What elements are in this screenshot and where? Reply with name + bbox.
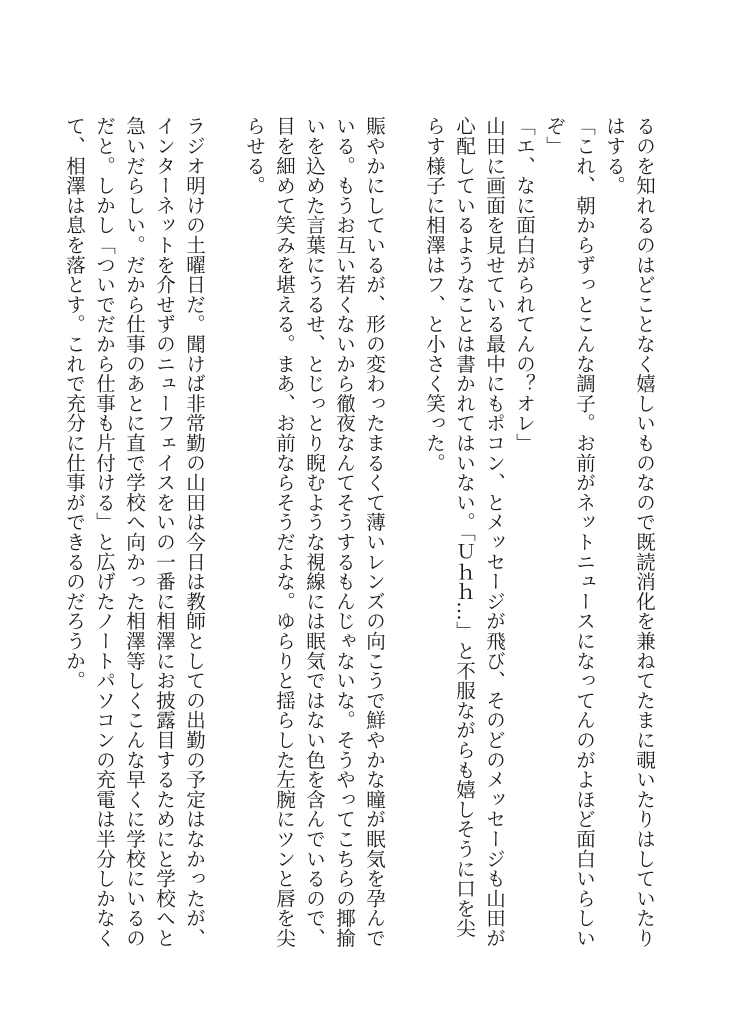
- paragraph-break: [389, 116, 419, 956]
- paragraph-4: 山田に画面を見せている最中にもポコン、とメッセージが飛び、そのどのメッセージも山田が心配しているようなことは書かれてはいない。「Ｕｈｈ…」と不服ながらも嬉しそうに口を尖らす様子に相澤はフ、と小さく笑った。: [423, 116, 506, 948]
- paragraph-1: るのを知れるのはどことなく嬉しいものなので既読消化を兼ねてたまに覗いたりはしていたりはする。: [603, 116, 656, 948]
- paragraph-break: [209, 116, 239, 956]
- paragraph-5: 賑やかにしているが、形の変わったまるくて薄いレンズの向こうで鮮やかな瞳が眠気を孕んでいる。もうお互い若くないから徹夜なんてそうするもんじゃないな。そうやってこちらの揶揄いを込めた言葉にうるせ、とじっとり睨むような視線には眠気ではない色を含んでいるので、目を細めて笑みを堪える。まあ、お前ならそうだよな。ゆらりと揺らした左腕にツンと唇を尖らせる。: [243, 116, 386, 948]
- vertical-text-body: [59, 116, 659, 956]
- paragraph-2-dialogue: 「これ、朝からずっとこんな調子。お前がネットニュースになってんのがよほど面白いらしいぞ」: [543, 116, 596, 948]
- paragraph-6: ラジオ明けの土曜日だ。聞けば非常勤の山田は今日は教師としての出勤の予定はなかったが、インターネットを介せずのニューフェイスをいの一番に相澤にお披露目するためにと学校へと急いだらしい。だから仕事のあとに直で学校へ向かった相澤等しくこんな早くに学校にいるのだと。しかし「ついでだから仕事も片付ける」と広げたノートパソコンの充電は半分しかなくて、相澤は息を落とす。これで充分に仕事ができるのだろうか。: [63, 116, 206, 948]
- paragraph-3-dialogue: 「エ、なに面白がられてんの？オレ」: [513, 116, 536, 453]
